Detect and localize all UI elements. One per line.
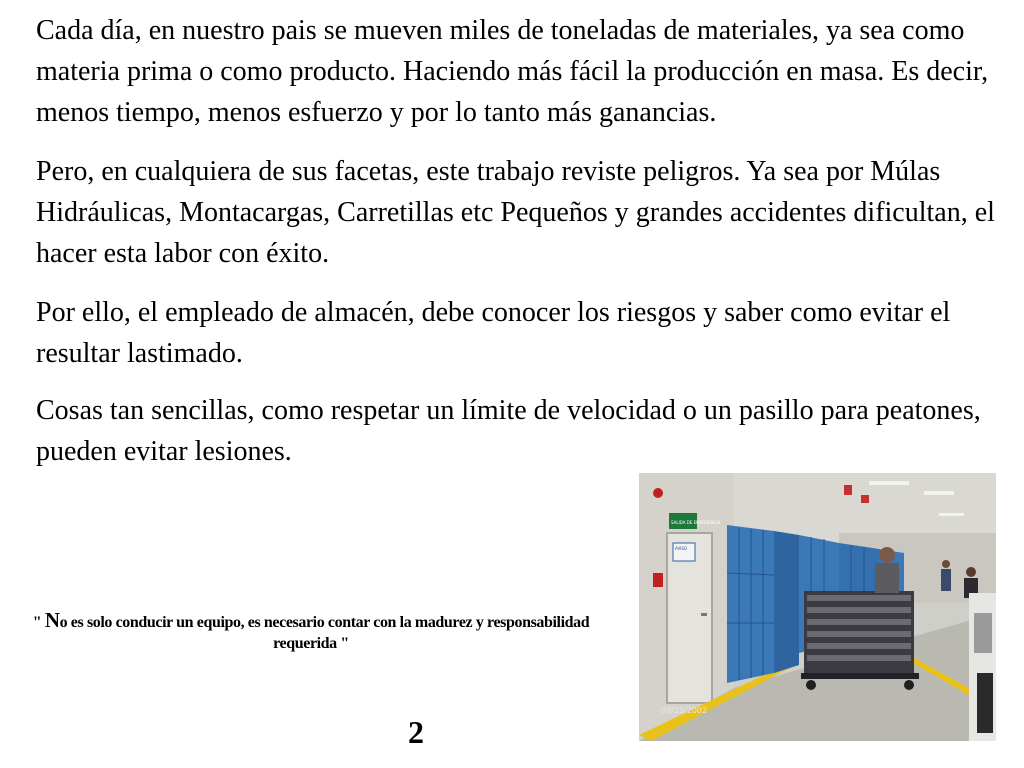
page-number: 2: [408, 714, 424, 750]
aviso-sign-text: AVISO: [675, 546, 688, 551]
warehouse-illustration: [639, 473, 996, 741]
emergency-exit-sign-text: SALIDA DE EMERGENCIA: [671, 520, 721, 525]
quote: [30, 610, 592, 654]
quote-first-letter: N: [44, 608, 60, 632]
warehouse-photo: [639, 473, 996, 741]
paragraph-intro: Cada día, en nuestro pais se mueven miles de toneladas de materiales, ya sea como materia prima o como producto. Haciendo más fácil la producción en masa. Es decir, menos tiempo, menos esfuerzo y por lo tanto más ganancias.: [36, 15, 989, 128]
photo-date-stamp: 09/25/2002: [661, 706, 708, 715]
paragraph-dangers: Pero, en cualquiera de sus facetas, este trabajo reviste peligros. Ya sea por Múlas Hidráulicas, Montacargas, Carretillas etc Pequeños y grandes accidentes dificultan, el hacer esta labor con éxito.: [36, 156, 995, 269]
quote-open: ": [32, 614, 45, 631]
body-text: [36, 10, 996, 490]
paragraph-risks: Por ello, el empleado de almacén, debe conocer los riesgos y saber como evitar el resultar lastimado.: [36, 297, 951, 369]
quote-text: o es solo conducir un equipo, es necesario contar con la madurez y responsabilidad requerida ": [59, 614, 590, 652]
paragraph-prevention: Cosas tan sencillas, como respetar un límite de velocidad o un pasillo para peatones, pueden evitar lesiones.: [36, 395, 981, 467]
